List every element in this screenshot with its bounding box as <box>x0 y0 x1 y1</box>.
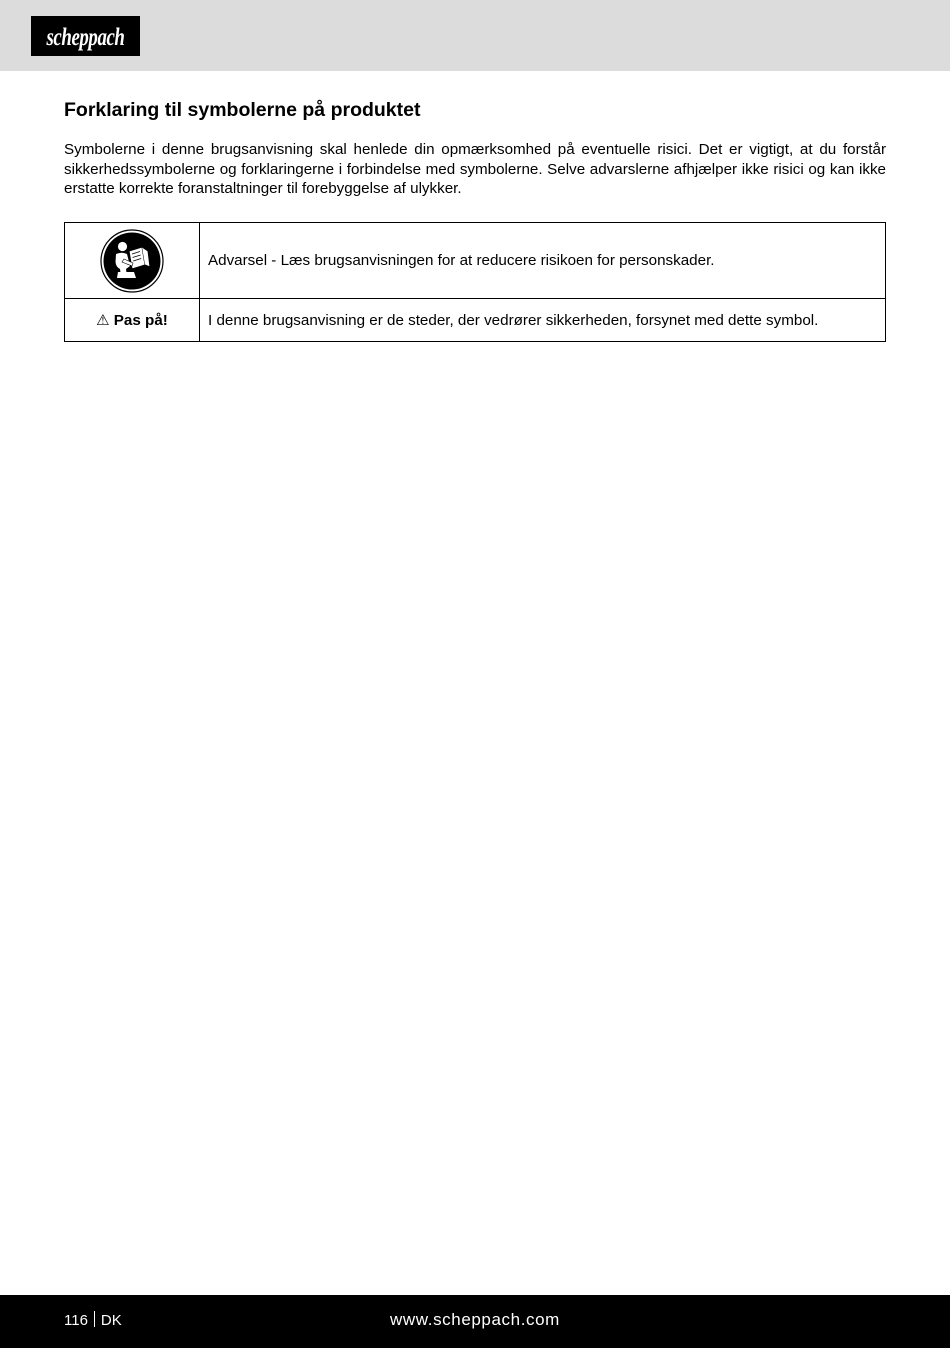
page-number-value: 116 <box>64 1312 88 1329</box>
warning-triangle-icon: ⚠ <box>96 312 110 329</box>
intro-paragraph: Symbolerne i denne brugsanvisning skal henlede din opmærksomhed på eventuelle risici. Det er vigtigt, at du forstår sikkerhedssymbolerne og forklaringerne i forbindelse med symbolerne. Selve advarslerne afhjælper ikke risici og kan ikke erstatte korrekte foranstaltninger til forebyggelse af ulykker. <box>64 141 886 197</box>
symbol-cell <box>65 223 200 299</box>
read-manual-icon <box>100 229 164 293</box>
table-row <box>65 299 886 342</box>
svg-text:scheppach: scheppach <box>46 22 125 51</box>
symbol-description: I denne brugsanvisning er de steder, der vedrører sikkerheden, forsynet med dette symbol. <box>200 299 886 342</box>
symbol-description: Advarsel - Læs brugsanvisningen for at reducere risikoen for personskader. <box>200 223 886 299</box>
language-code: DK <box>100 1312 122 1329</box>
page-header <box>0 0 950 71</box>
table-row <box>65 223 886 299</box>
warning-label: Pas på! <box>113 312 168 329</box>
section-title: Forklaring til symbolerne på produktet <box>64 99 421 121</box>
website-link[interactable]: www.scheppach.com <box>390 1310 560 1329</box>
logo-wordmark <box>31 16 140 56</box>
scheppach-logo <box>31 16 140 56</box>
page-footer <box>0 1295 950 1348</box>
symbols-table <box>64 222 886 342</box>
symbol-cell <box>65 299 200 342</box>
